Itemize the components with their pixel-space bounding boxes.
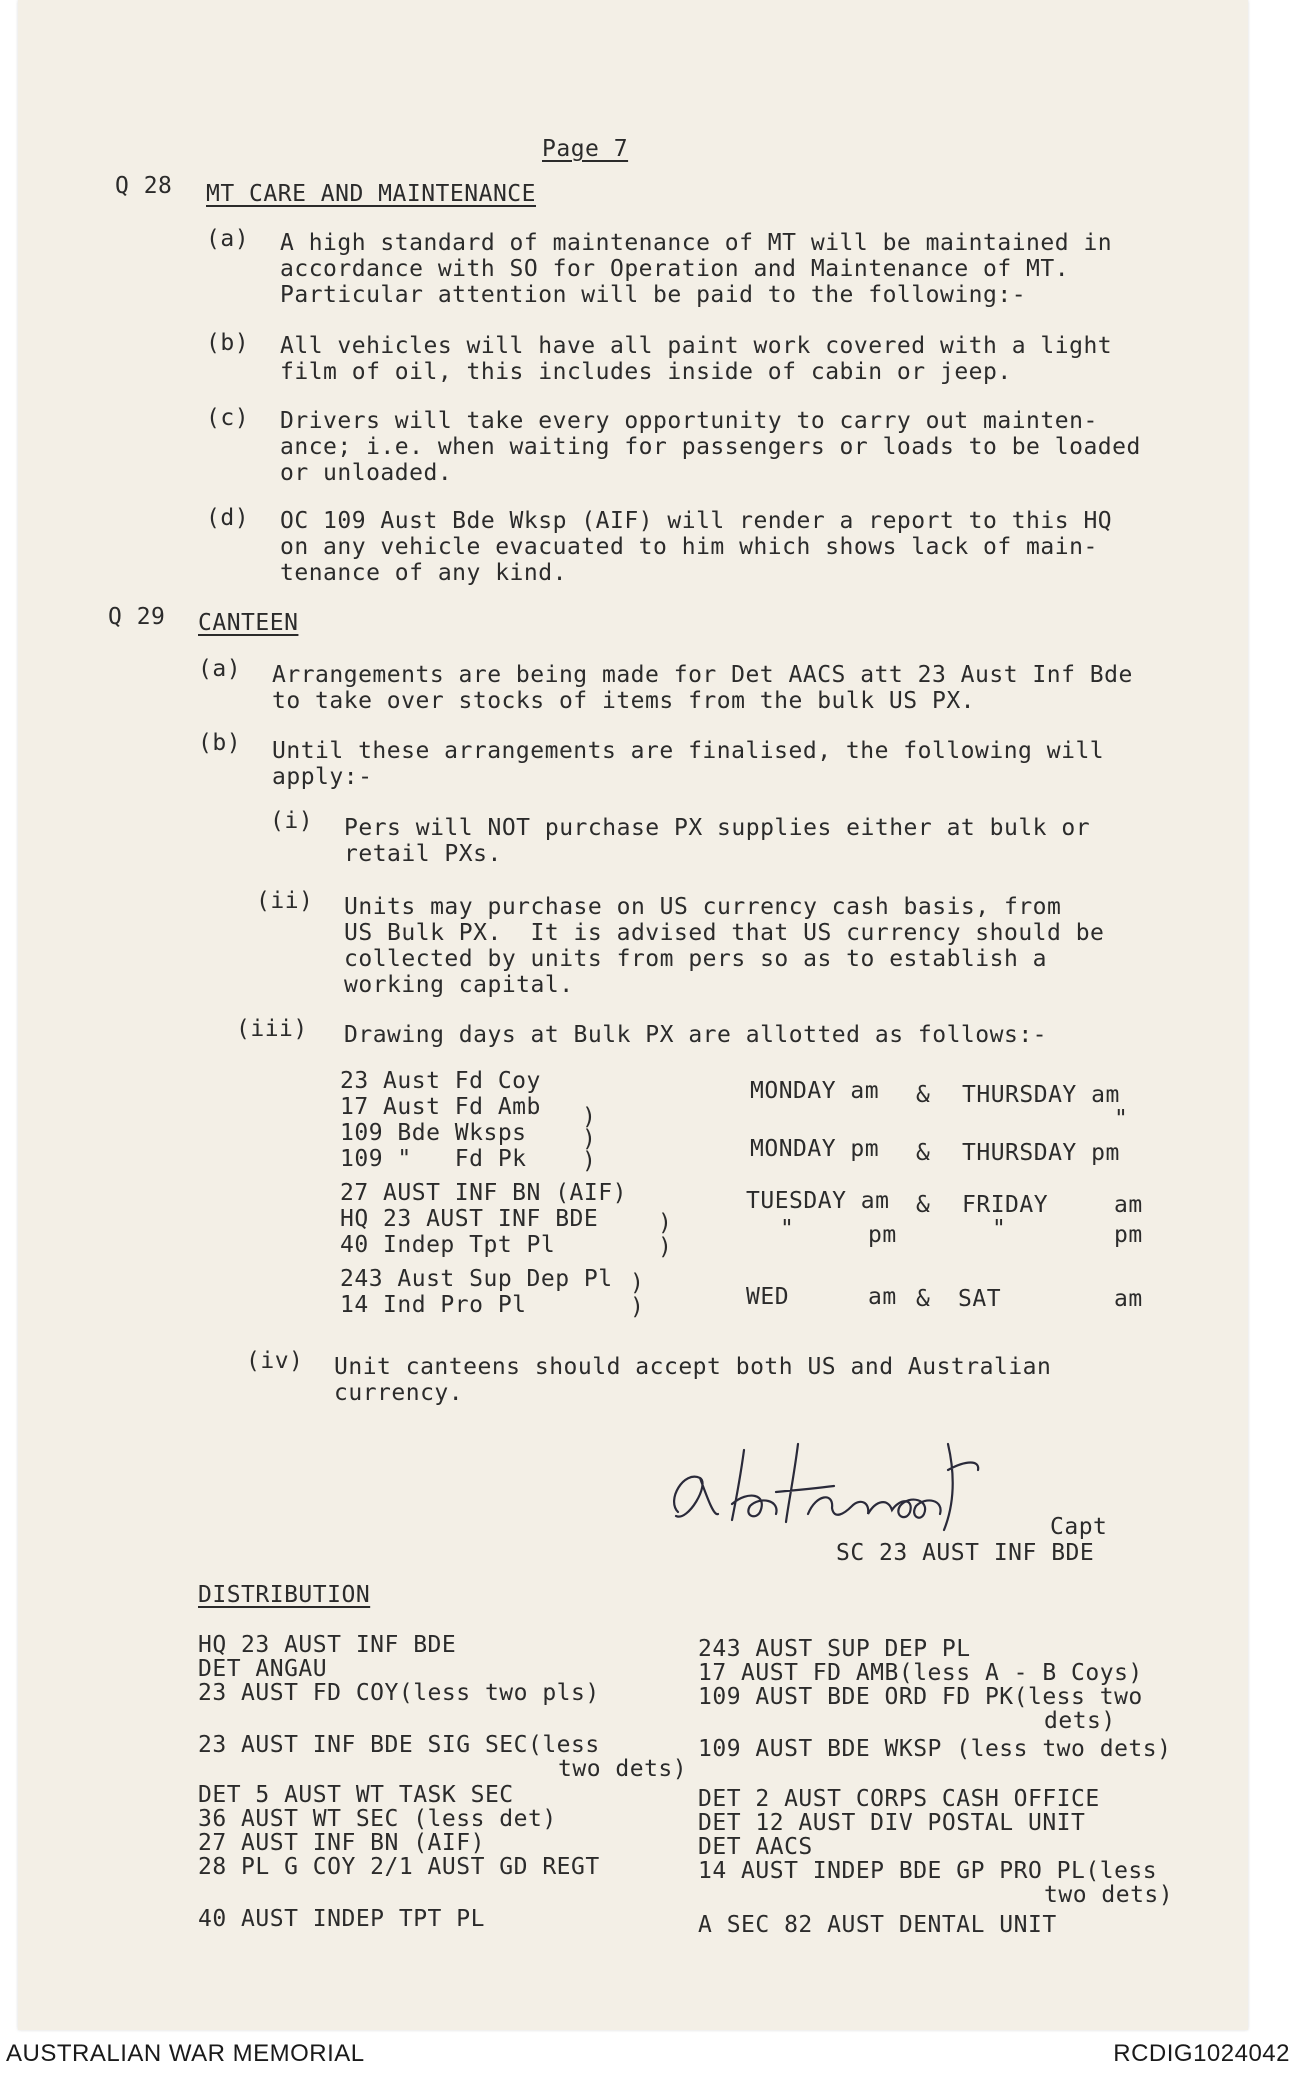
footer-record-id: RCDIG1024042 bbox=[1113, 2040, 1290, 2067]
schedule-ampersand: & bbox=[916, 1082, 931, 1108]
distribution-right-item: 17 AUST FD AMB(less A - B Coys) bbox=[698, 1660, 1143, 1686]
schedule-ditto: " bbox=[1114, 1106, 1129, 1132]
schedule-time: am bbox=[1114, 1286, 1143, 1312]
schedule-day: THURSDAY am bbox=[962, 1082, 1120, 1108]
schedule-unit: 109 " Fd Pk bbox=[340, 1146, 527, 1172]
distribution-right-item: DET AACS bbox=[698, 1834, 813, 1860]
q29-a-label: (a) bbox=[198, 656, 242, 682]
distribution-right-item: 109 AUST BDE ORD FD PK(less two bbox=[698, 1684, 1143, 1710]
schedule-unit: 109 Bde Wksps bbox=[340, 1120, 527, 1146]
distribution-right-item: A SEC 82 AUST DENTAL UNIT bbox=[698, 1912, 1057, 1938]
distribution-left-item: 40 AUST INDEP TPT PL bbox=[198, 1906, 485, 1932]
q28-d-line3: tenance of any kind. bbox=[280, 560, 567, 586]
q28-a-line2: accordance with SO for Operation and Maintenance of MT. bbox=[280, 256, 1070, 282]
schedule-time: am bbox=[1114, 1192, 1143, 1218]
schedule-day: SAT bbox=[958, 1286, 1002, 1312]
q29-iv-line1: Unit canteens should accept both US and Australian bbox=[334, 1354, 1052, 1380]
schedule-bracket: ) bbox=[582, 1126, 597, 1152]
schedule-day: MONDAY am bbox=[750, 1078, 880, 1104]
distribution-left-item: DET ANGAU bbox=[198, 1656, 328, 1682]
q29-iv-label: (iv) bbox=[246, 1348, 304, 1374]
distribution-left-item: 28 PL G COY 2/1 AUST GD REGT bbox=[198, 1854, 600, 1880]
distribution-left-item: 23 AUST INF BDE SIG SEC(less bbox=[198, 1732, 600, 1758]
q29-iii-line1: Drawing days at Bulk PX are allotted as follows:- bbox=[344, 1022, 1048, 1048]
q29-ii-line2: US Bulk PX. It is advised that US currency should be bbox=[344, 920, 1105, 946]
schedule-ampersand: & bbox=[916, 1286, 931, 1312]
q29-b-line1: Until these arrangements are finalised, the following will bbox=[272, 738, 1105, 764]
schedule-ampersand: & bbox=[916, 1140, 931, 1166]
distribution-right-item: two dets) bbox=[1044, 1882, 1174, 1908]
footer-institution: AUSTRALIAN WAR MEMORIAL bbox=[6, 2040, 365, 2067]
distribution-right-item: DET 12 AUST DIV POSTAL UNIT bbox=[698, 1810, 1086, 1836]
schedule-unit: 14 Ind Pro Pl bbox=[340, 1292, 527, 1318]
schedule-day: WED bbox=[746, 1284, 790, 1310]
q29-ii-line1: Units may purchase on US currency cash basis, from bbox=[344, 894, 1062, 920]
q28-number: Q 28 bbox=[115, 173, 173, 199]
q28-a-line1: A high standard of maintenance of MT will be maintained in bbox=[280, 230, 1113, 256]
schedule-day: FRIDAY bbox=[962, 1192, 1049, 1218]
signature-rank: Capt bbox=[1050, 1514, 1108, 1540]
q29-number: Q 29 bbox=[108, 604, 166, 630]
distribution-left-item: HQ 23 AUST INF BDE bbox=[198, 1632, 457, 1658]
q28-d-line1: OC 109 Aust Bde Wksp (AIF) will render a report to this HQ bbox=[280, 508, 1113, 534]
q29-ii-line3: collected by units from pers so as to establish a bbox=[344, 946, 1048, 972]
q29-b-line2: apply:- bbox=[272, 764, 373, 790]
distribution-right-item: DET 2 AUST CORPS CASH OFFICE bbox=[698, 1786, 1100, 1812]
schedule-time: am bbox=[868, 1284, 897, 1310]
schedule-unit: 27 AUST INF BN (AIF) bbox=[340, 1180, 627, 1206]
distribution-left-item: 27 AUST INF BN (AIF) bbox=[198, 1830, 485, 1856]
document-page bbox=[18, 0, 1248, 2030]
q28-d-label: (d) bbox=[206, 505, 250, 531]
schedule-unit: 23 Aust Fd Coy bbox=[340, 1068, 541, 1094]
distribution-right-item: 14 AUST INDEP BDE GP PRO PL(less bbox=[698, 1858, 1158, 1884]
schedule-bracket: ) bbox=[582, 1104, 597, 1130]
q29-ii-line4: working capital. bbox=[344, 972, 574, 998]
q28-a-label: (a) bbox=[206, 226, 250, 252]
q28-d-line2: on any vehicle evacuated to him which shows lack of main- bbox=[280, 534, 1098, 560]
schedule-ditto: " bbox=[992, 1216, 1007, 1242]
signature-appointment: SC 23 AUST INF BDE bbox=[836, 1540, 1095, 1566]
q29-i-line2: retail PXs. bbox=[344, 841, 502, 867]
schedule-unit: 40 Indep Tpt Pl bbox=[340, 1232, 556, 1258]
q29-b-label: (b) bbox=[198, 730, 242, 756]
distribution-right-item: 109 AUST BDE WKSP (less two dets) bbox=[698, 1736, 1172, 1762]
q28-b-label: (b) bbox=[206, 330, 250, 356]
schedule-day: THURSDAY pm bbox=[962, 1140, 1120, 1166]
schedule-time: pm bbox=[868, 1222, 897, 1248]
schedule-bracket: ) bbox=[658, 1210, 673, 1236]
schedule-time: pm bbox=[1114, 1222, 1143, 1248]
schedule-bracket: ) bbox=[658, 1234, 673, 1260]
q28-c-line1: Drivers will take every opportunity to carry out mainten- bbox=[280, 408, 1098, 434]
q28-heading: MT CARE AND MAINTENANCE bbox=[206, 181, 536, 207]
q29-ii-label: (ii) bbox=[256, 888, 314, 914]
distribution-left-item: 23 AUST FD COY(less two pls) bbox=[198, 1680, 600, 1706]
q29-iv-line2: currency. bbox=[334, 1380, 464, 1406]
schedule-unit: 243 Aust Sup Dep Pl bbox=[340, 1266, 613, 1292]
distribution-left-item: DET 5 AUST WT TASK SEC bbox=[198, 1782, 514, 1808]
schedule-bracket: ) bbox=[582, 1148, 597, 1174]
q29-i-line1: Pers will NOT purchase PX supplies either at bulk or bbox=[344, 815, 1091, 841]
q28-a-line3: Particular attention will be paid to the following:- bbox=[280, 282, 1027, 308]
q29-i-label: (i) bbox=[270, 808, 314, 834]
schedule-bracket: ) bbox=[630, 1270, 645, 1296]
schedule-bracket: ) bbox=[630, 1294, 645, 1320]
q29-a-line2: to take over stocks of items from the bulk US PX. bbox=[272, 688, 976, 714]
q29-a-line1: Arrangements are being made for Det AACS att 23 Aust Inf Bde bbox=[272, 662, 1133, 688]
schedule-ampersand: & bbox=[916, 1192, 931, 1218]
q29-iii-label: (iii) bbox=[236, 1016, 308, 1042]
q28-c-line3: or unloaded. bbox=[280, 460, 453, 486]
q28-b-line2: film of oil, this includes inside of cabin or jeep. bbox=[280, 359, 1012, 385]
distribution-left-item: 36 AUST WT SEC (less det) bbox=[198, 1806, 557, 1832]
schedule-day: MONDAY pm bbox=[750, 1136, 880, 1162]
q28-b-line1: All vehicles will have all paint work covered with a light bbox=[280, 333, 1113, 359]
q28-c-line2: ance; i.e. when waiting for passengers or loads to be loaded bbox=[280, 434, 1141, 460]
distribution-left-item: two dets) bbox=[558, 1756, 688, 1782]
schedule-day: TUESDAY am bbox=[746, 1188, 890, 1214]
schedule-unit: 17 Aust Fd Amb bbox=[340, 1094, 541, 1120]
page-label: Page 7 bbox=[542, 136, 629, 162]
distribution-right-item: 243 AUST SUP DEP PL bbox=[698, 1636, 971, 1662]
schedule-unit: HQ 23 AUST INF BDE bbox=[340, 1206, 599, 1232]
distribution-heading: DISTRIBUTION bbox=[198, 1582, 371, 1608]
distribution-right-item: dets) bbox=[1044, 1708, 1116, 1734]
schedule-ditto: " bbox=[780, 1216, 795, 1242]
handwritten-signature bbox=[648, 1430, 1068, 1550]
q29-heading: CANTEEN bbox=[198, 610, 299, 636]
q28-c-label: (c) bbox=[206, 405, 250, 431]
